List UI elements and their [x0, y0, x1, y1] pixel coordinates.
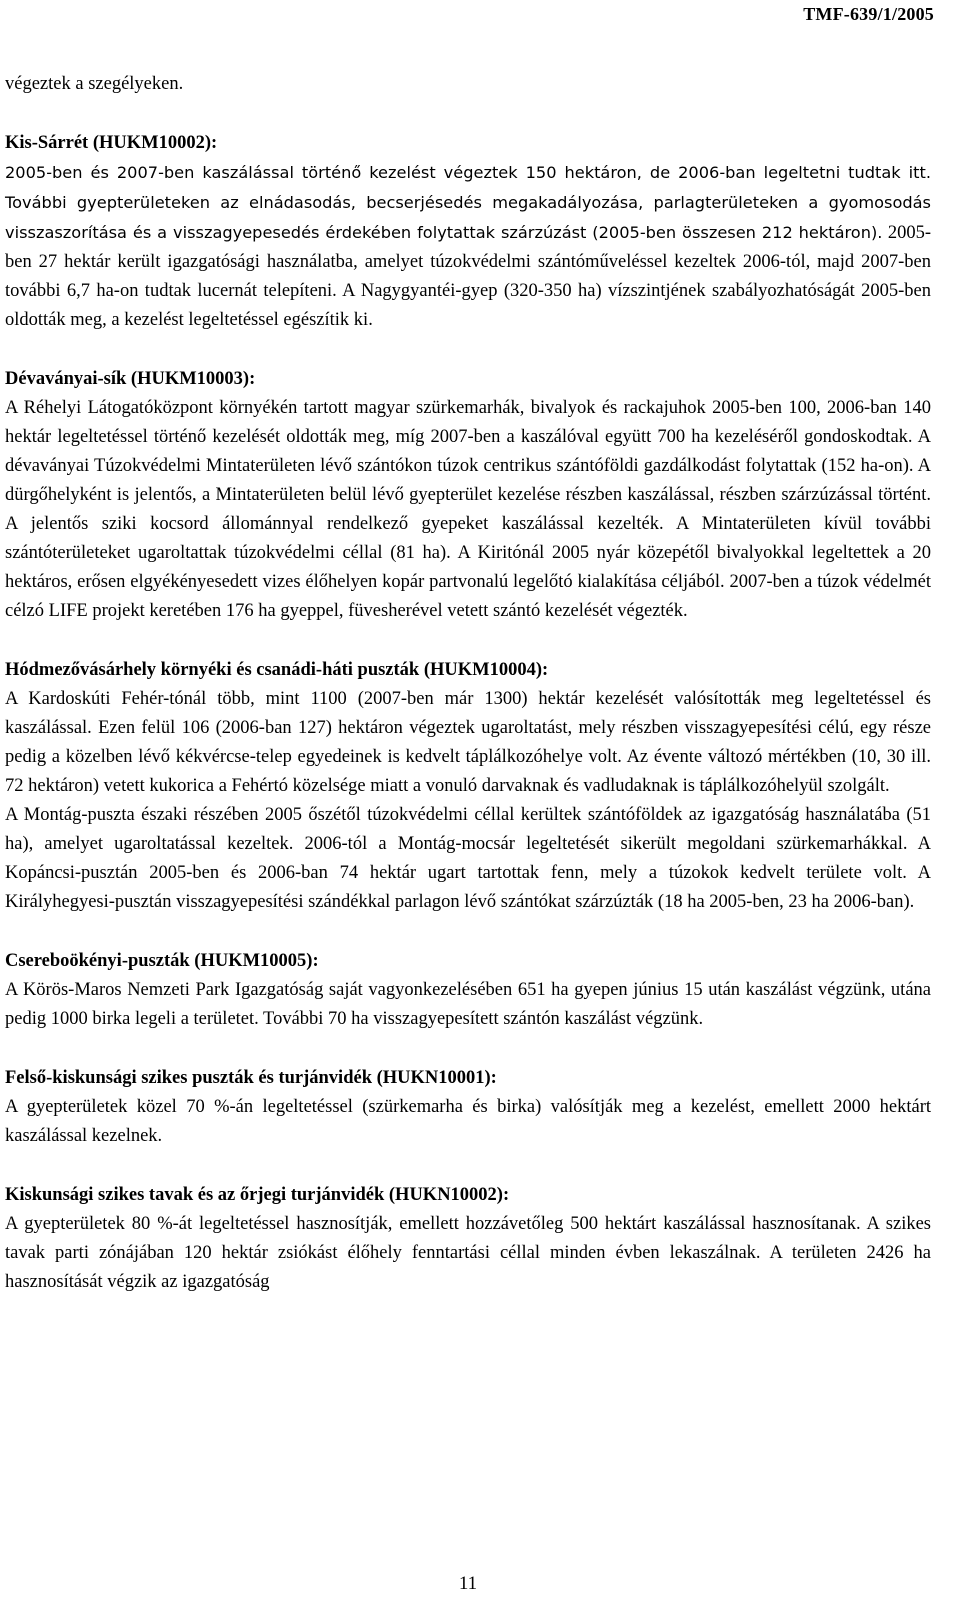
section-paragraph: A Kardoskúti Fehér-tónál több, mint 1100 (2007-ben már 1300) hektár kezelését valósították meg legeltetéssel és kaszálással. Ezen felül 106 (2006-ban 127) hektáron végeztek ugaroltatást, mely részben visszagyepesítési célú, egy része pedig a közelben lévő kékvércse-telep egyedeinek is kedvelt táplálkozóhelye volt. Az évente változó mértékben (10, 30 ill. 72 hektáron) vetett kukorica a Fehértó közelsége miatt a vonuló darvaknak és vadludaknak is táplálkozóhelyül szolgált. — [5, 689, 931, 796]
document-reference: TMF-639/1/2005 — [803, 4, 934, 24]
section-paragraph: A Réhelyi Látogatóközpont környékén tartott magyar szürkemarhák, bivalyok és rackajuhok 2005-ben 100, 2006-ban 140 hektár legeltetéssel történő kezelését oldották meg, míg 2007-ben a kaszálóval együtt 700 ha kezeléséről gondoskodtak. A dévaványai Túzokvédelmi Mintaterületen lévő szántókon túzok centrikus szántóföldi gazdálkodást folytattak (152 ha-on). A dürgőhelyként is jelentős, a Mintaterületen belül lévő gyepterület kezelése részben kaszálással, részben szárzúzással történt. A jelentős sziki kocsord állománnyal rendelkező gyepeket kaszálással kezelték. A Mintaterületen kívül további szántóterületeket ugaroltattak túzokvédelmi céllal (81 ha). A Kiritónál 2005 nyár közepétől bivalyokkal legeltettek a 20 hektáros, erősen elgyékényesedett vizes élőhelyen kopár partvonalú legelőtó kialakítása céljából. 2007-ben a túzok védelmét célzó LIFE projekt keretében 176 ha gyeppel, füvesherével vetett szántó kezelését végezték. — [5, 398, 931, 621]
section-paragraph — [5, 158, 931, 335]
paragraph-text: 2005-ben 27 hektár került igazgatósági használatba, amelyet túzokvédelmi szántóműveléssel kezeltek 2006-tól, majd 2007-ben további 6,7 ha-on tudtak lucernát telepíteni. A Nagygyantéi-gyep (320-350 ha) vízszintjének szabályozhatóságát 2005-ben oldották meg, a kezelést legeltetéssel egészítik ki. — [5, 223, 931, 330]
section-paragraph: A Körös-Maros Nemzeti Park Igazgatóság saját vagyonkezelésében 651 ha gyepen június 15 után kaszálást végzünk, utána pedig 1000 birka legeli a területet. További 70 ha visszagyepesített szántón kaszálást végzünk. — [5, 980, 931, 1029]
section-heading: Felső-kiskunsági szikes puszták és turjánvidék (HUKN10001): — [5, 1068, 497, 1088]
section-heading: Kiskunsági szikes tavak és az őrjegi turjánvidék (HUKN10002): — [5, 1185, 510, 1205]
section-heading: Dévaványai-sík (HUKM10003): — [5, 369, 256, 389]
section-paragraph: A gyepterületek 80 %-át legeltetéssel hasznosítják, emellett hozzávetőleg 500 hektárt kaszálással hasznosítanak. A szikes tavak parti zónájában 120 hektár zsiókást élőhely fenntartási céllal minden évben lekaszálnak. A területen 2426 ha hasznosítását végzik az igazgatóság — [5, 1214, 931, 1292]
section-paragraph: A gyepterületek közel 70 %-án legeltetéssel (szürkemarha és birka) valósítják meg a kezelést, emellett 2000 hektárt kaszálással kezelnek. — [5, 1097, 931, 1146]
section-paragraph: A Montág-puszta északi részében 2005 őszétől túzokvédelmi céllal kerültek szántóföldek az igazgatóság használatába (51 ha), amelyet ugaroltatással kezeltek. 2006-tól a Montág-mocsár legeltetését sikerült megoldani szürkemarhákkal. A Kopáncsi-pusztán 2005-ben és 2006-ban 74 hektár ugart tartottak fenn, mely a túzokok kedvelt területe volt. A Királyhegyesi-pusztán visszagyepesítési szándékkal parlagon lévő szántókat szárzúzták (18 ha 2005-ben, 23 ha 2006-ban). — [5, 805, 931, 912]
page-number: 11 — [458, 1573, 478, 1594]
paragraph-text-sans: 2005-ben és 2007-ben kaszálással történő kezelést végeztek 150 hektáron, de 2006-ban legeltetni tudtak itt. További gyepterületeken az elnádasodás, becserjésedés megakadályozása, parlagterületeken a gyomosodás visszaszorítása és a visszagyepesedés érdekében folytattak szárzúzást (2005-ben összesen 212 hektáron). — [5, 163, 931, 242]
section-heading: Hódmezővásárhely környéki és csanádi-háti puszták (HUKM10004): — [5, 660, 549, 680]
intro-line: végeztek a szegélyeken. — [5, 74, 184, 94]
document-body — [5, 70, 931, 1297]
section-heading: Kis-Sárrét (HUKM10002): — [5, 133, 218, 153]
section-heading: Csereboökényi-puszták (HUKM10005): — [5, 951, 319, 971]
